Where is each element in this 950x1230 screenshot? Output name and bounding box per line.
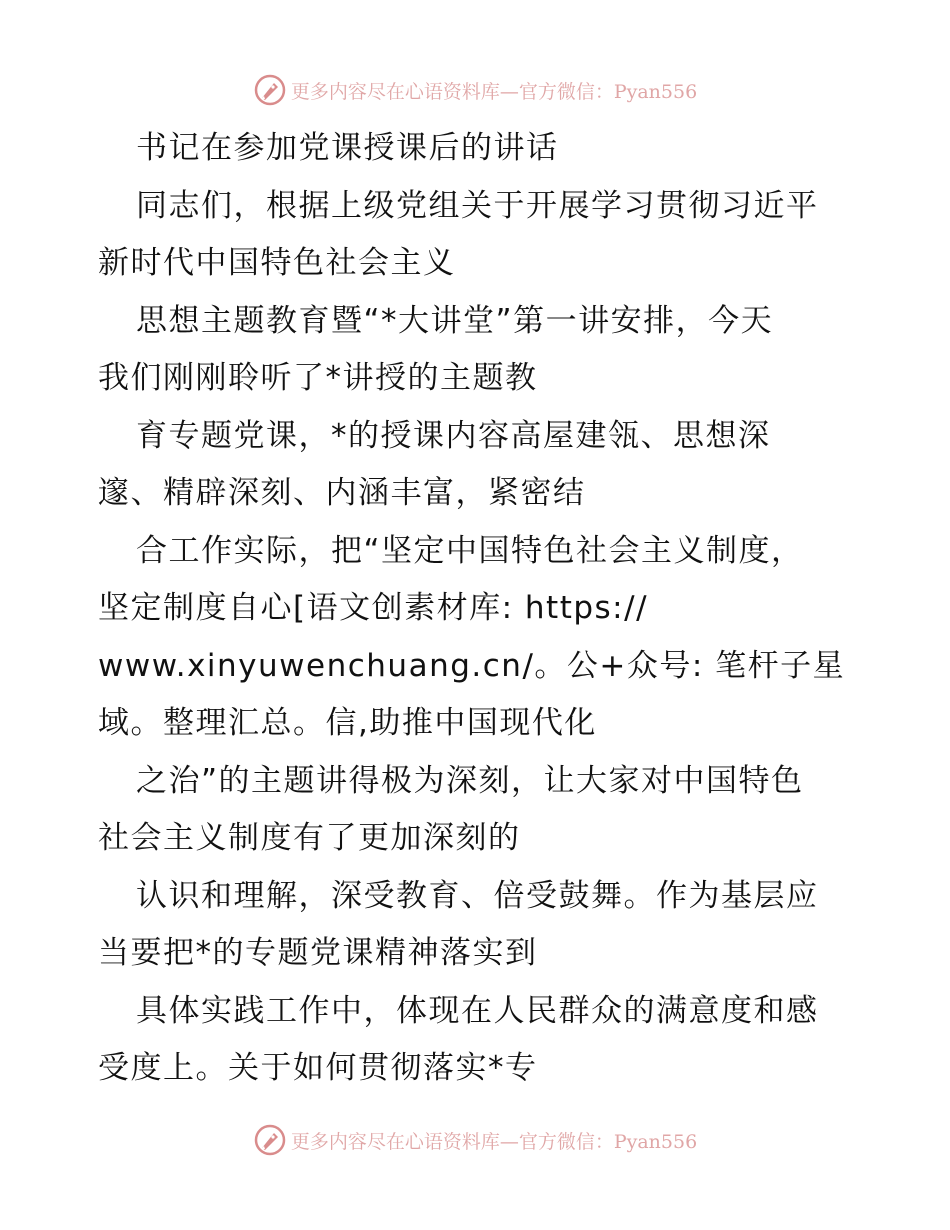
paragraph-line: 之治”的主题讲得极为深刻，让大家对中国特色: [136, 762, 804, 799]
paragraph-line: 认识和理解，深受教育、倍受鼓舞。作为基层应: [136, 877, 819, 914]
paragraph-line: 合工作实际，把“坚定中国特色社会主义制度，: [136, 532, 804, 569]
paragraph-line: 受度上。关于如何贯彻落实*专: [98, 1050, 538, 1086]
header-banner-text: 更多内容尽在心语资料库—官方微信：Pyan556: [290, 80, 698, 103]
footer-banner-text: 更多内容尽在心语资料库—官方微信：Pyan556: [290, 1130, 698, 1153]
paragraph-line: 具体实践工作中，体现在人民群众的满意度和感: [136, 992, 819, 1029]
paragraph-line: 思想主题教育暨“*大讲堂”第一讲安排，今天: [136, 302, 774, 339]
paragraph-line: 坚定制度自心[语文创素材库: https://: [98, 590, 649, 626]
header-banner: [0, 70, 950, 110]
document-body: [98, 120, 858, 1098]
pen-nib-logo-icon: [253, 1123, 287, 1157]
paragraph-line: 育专题党课，*的授课内容高屋建瓴、思想深: [136, 417, 771, 454]
paragraph-line: www.xinyuwenchuang.cn/。公+众号: 笔杆子星: [98, 647, 846, 684]
paragraph-line: 当要把*的专题党课精神落实到: [98, 935, 538, 971]
footer-banner: [0, 1120, 950, 1160]
paragraph-line: 同志们，根据上级党组关于开展学习贯彻习近平: [136, 187, 819, 224]
paragraph-line: 我们刚刚聆听了*讲授的主题教: [98, 360, 538, 396]
document-title: 书记在参加党课授课后的讲话: [136, 130, 559, 166]
pen-nib-logo-icon: [253, 73, 287, 107]
paragraph-line: 邃、精辟深刻、内涵丰富，紧密结: [98, 475, 586, 511]
paragraph-line: 社会主义制度有了更加深刻的: [98, 820, 521, 856]
paragraph-line: 新时代中国特色社会主义: [98, 245, 456, 281]
paragraph-line: 域。整理汇总。信,助推中国现代化: [98, 705, 597, 741]
